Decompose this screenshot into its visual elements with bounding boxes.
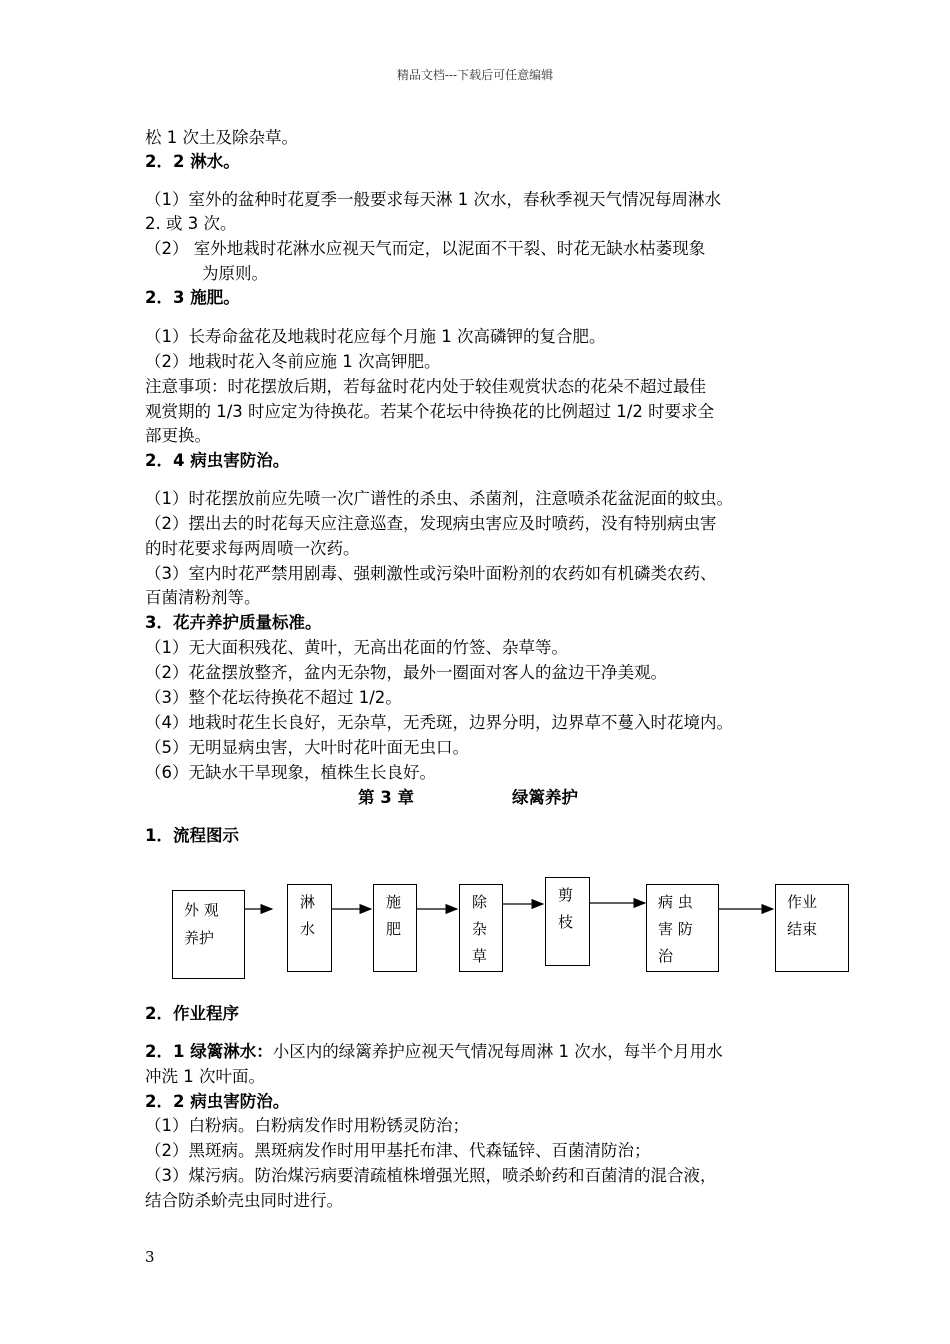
flow-step-text: 害 防 (658, 920, 693, 938)
text-line: 的时花要求每两周喷一次药。 (145, 539, 360, 558)
text-line: （1）时花摆放前应先喷一次广谱性的杀虫、杀菌剂，注意喷杀花盆泥面的蚊虫。 (145, 489, 733, 508)
text-line: 2. 或 3 次。 (145, 214, 237, 233)
text-line: 结合防杀蚧壳虫同时进行。 (145, 1191, 343, 1210)
text-line: （2）花盆摆放整齐，盆内无杂物，最外一圈面对客人的盆边干净美观。 (145, 663, 667, 682)
paragraph-label: 2．1 绿篱淋水： (145, 1042, 273, 1061)
text-line: 松 1 次土及除杂草。 (145, 128, 298, 147)
text-line: 冲洗 1 次叶面。 (145, 1067, 265, 1086)
text-line: （1）无大面积残花、黄叶，无高出花面的竹签、杂草等。 (145, 638, 568, 657)
chapter-title: 绿篱养护 (512, 788, 578, 807)
page-header: 精品文档---下载后可任意编辑 (396, 68, 554, 82)
text-line: （3）煤污病。防治煤污病要清疏植株增强光照，喷杀蚧药和百菌清的混合液， (145, 1166, 717, 1185)
flow-step-text: 结束 (787, 920, 818, 938)
text-line: （6）无缺水干旱现象，植株生长良好。 (145, 763, 436, 782)
flow-step-watering (287, 884, 332, 972)
section-heading: 2．2 淋水。 (145, 152, 240, 171)
text-line: （4）地栽时花生长良好，无杂草，无秃斑，边界分明，边界草不蔓入时花境内。 (145, 713, 733, 732)
flow-step-text: 水 (300, 920, 316, 938)
text-line: （2） 室外地栽时花淋水应视天气而定，以泥面不干裂、时花无缺水枯萎现象 (145, 239, 706, 258)
text-line: （5）无明显病虫害，大叶时花叶面无虫口。 (145, 738, 469, 757)
chapter-number: 第 3 章 (358, 788, 414, 807)
page-number: 3 (145, 1248, 155, 1266)
flow-step-text: 外 观 (184, 901, 219, 919)
flow-step-text: 草 (472, 947, 488, 965)
section-heading: 2．2 病虫害防治。 (145, 1092, 290, 1111)
flow-step-text: 淋 (300, 893, 316, 911)
flow-step-text: 治 (658, 947, 674, 965)
flow-step-text: 病 虫 (658, 893, 693, 911)
flow-step-finish (775, 884, 849, 972)
flow-step-text: 杂 (472, 920, 488, 938)
section-heading-procedure: 2．作业程序 (145, 1004, 239, 1023)
paragraph-hedge-watering (145, 1040, 723, 1064)
text-line: （1）长寿命盆花及地栽时花应每个月施 1 次高磷钾的复合肥。 (145, 327, 606, 346)
text-line: （3）室内时花严禁用剧毒、强刺激性或污染叶面粉剂的农药如有机磷类农药、 (145, 564, 717, 583)
section-heading: 3．花卉养护质量标准。 (145, 613, 322, 632)
text-line: （1）白粉病。白粉病发作时用粉锈灵防治； (145, 1116, 469, 1135)
flow-step-fertilizing (373, 884, 417, 972)
flow-step-text: 养护 (184, 929, 215, 947)
text-line: （2）摆出去的时花每天应注意巡查，发现病虫害应及时喷药，没有特别病虫害 (145, 514, 717, 533)
flow-step-text: 肥 (386, 920, 402, 938)
flow-step-text: 枝 (558, 913, 574, 931)
text-line: （2）地栽时花入冬前应施 1 次高钾肥。 (145, 352, 441, 371)
text-line: （3）整个花坛待换花不超过 1/2。 (145, 688, 402, 707)
text-line: （2）黑斑病。黑斑病发作时用甲基托布津、代森锰锌、百菌清防治； (145, 1141, 651, 1160)
paragraph-text: 小区内的绿篱养护应视天气情况每周淋 1 次水，每半个月用水 (272, 1042, 723, 1061)
text-line: 部更换。 (145, 426, 211, 445)
flow-step-weeding (459, 884, 503, 972)
section-heading-flowchart: 1．流程图示 (145, 826, 239, 845)
flow-step-text: 除 (472, 893, 488, 911)
flow-step-appearance (172, 890, 245, 979)
text-line: 百菌清粉剂等。 (145, 588, 261, 607)
text-line: 观赏期的 1/3 时应定为待换花。若某个花坛中待换花的比例超过 1/2 时要求全 (145, 402, 715, 421)
flow-step-text: 作业 (787, 893, 818, 911)
text-line: 为原则。 (202, 264, 268, 283)
section-heading: 2．3 施肥。 (145, 288, 240, 307)
text-line: （1）室外的盆种时花夏季一般要求每天淋 1 次水，春秋季视天气情况每周淋水 (145, 190, 721, 209)
text-line: 注意事项：时花摆放后期，若每盆时花内处于较佳观赏状态的花朵不超过最佳 (145, 377, 706, 396)
section-heading: 2．4 病虫害防治。 (145, 451, 290, 470)
flow-step-text: 剪 (558, 886, 574, 904)
flow-step-pruning (545, 877, 590, 966)
flow-step-text: 施 (386, 893, 402, 911)
flow-step-pest-control (646, 884, 719, 972)
